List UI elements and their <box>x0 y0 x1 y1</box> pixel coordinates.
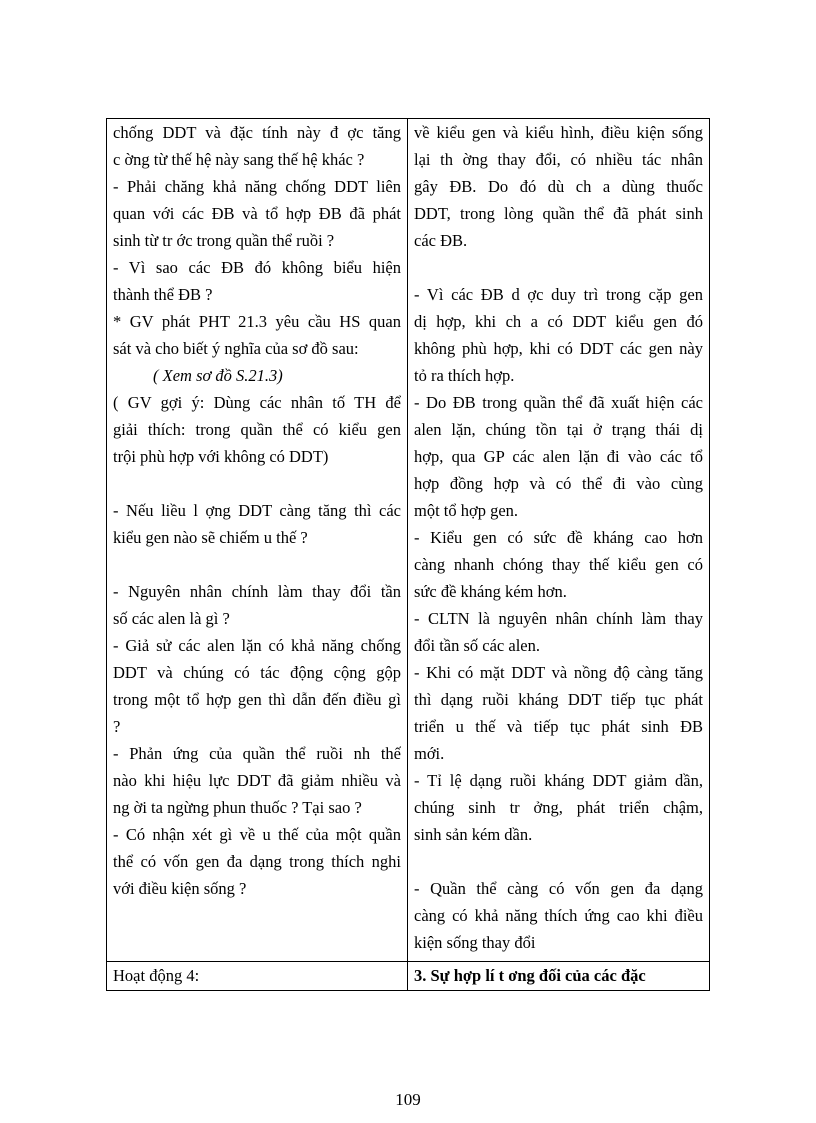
left-line: - Nguyên nhân chính làm thay đổi tần <box>113 582 401 601</box>
right-line: các ĐB. <box>414 231 468 250</box>
right-line: - Quần thể càng có vốn gen đa dạng <box>414 879 703 898</box>
right-line: alen lặn, chúng tồn tại ở trạng thái dị <box>414 420 703 439</box>
left-line: ( Xem sơ đồ S.21.3) <box>153 366 283 385</box>
right-line: hợp đồng hợp và có thể đi vào cùng <box>414 474 703 493</box>
right-line: sinh sản kém dần. <box>414 825 533 844</box>
left-line: giải thích: trong quần thể có kiểu gen <box>113 420 401 439</box>
left-line <box>113 551 401 578</box>
right-line: kiện sống thay đổi <box>414 933 536 952</box>
left-line: - Phải chăng khả năng chống DDT liên <box>113 177 401 196</box>
left-line: nào khi hiệu lực DDT đã giảm nhiều và <box>113 771 401 790</box>
right-line: - Do ĐB trong quần thể đã xuất hiện các <box>414 393 703 412</box>
right-line: DDT, trong lòng quần thể đã phát sinh <box>414 204 703 223</box>
section-heading-cell: 3. Sự hợp lí t ơng đối của các đặc <box>414 966 646 985</box>
right-line: một tổ hợp gen. <box>414 501 519 520</box>
left-line: trong một tổ hợp gen thì dẫn đến điều gì <box>113 690 401 709</box>
activity-heading-cell: Hoạt động 4: <box>107 962 408 990</box>
right-line: thì dạng ruồi kháng DDT tiếp tục phát <box>414 690 703 709</box>
right-line: mới. <box>414 744 445 763</box>
right-line: - Khi có mặt DDT và nồng độ càng tăng <box>414 663 703 682</box>
left-line: - Nếu liều l ợng DDT càng tăng thì các <box>113 501 401 520</box>
left-line: - Có nhận xét gì về u thế của một quần <box>113 825 401 844</box>
right-line: lại th ờng thay đổi, có nhiều tác nhân <box>414 150 703 169</box>
left-line: ? <box>113 717 121 736</box>
right-line <box>414 254 703 281</box>
right-line: về kiểu gen và kiểu hình, điều kiện sống <box>414 123 703 142</box>
right-line: tỏ ra thích hợp. <box>414 366 515 385</box>
left-line: thành thể ĐB ? <box>113 285 213 304</box>
table-row <box>107 119 709 962</box>
right-line: - Vì các ĐB d ợc duy trì trong cặp gen <box>414 285 703 304</box>
student-activity-column <box>408 119 709 961</box>
left-line: * GV phát PHT 21.3 yêu cầu HS quan <box>113 312 401 331</box>
right-line: sức đề kháng kém hơn. <box>414 582 567 601</box>
left-line: số các alen là gì ? <box>113 609 230 628</box>
right-line: không phù hợp, khi có DDT các gen này <box>414 339 703 358</box>
left-line: sinh từ tr ớc trong quần thể ruồi ? <box>113 231 335 250</box>
content-table <box>106 118 710 991</box>
left-line: với điều kiện sống ? <box>113 879 247 898</box>
right-line: gây ĐB. Do đó dù ch a dùng thuốc <box>414 177 703 196</box>
right-line: triển u thế và tiếp tục phát sinh ĐB <box>414 717 703 736</box>
left-line: chống DDT và đặc tính này đ ợc tăng <box>113 123 401 142</box>
left-line: quan với các ĐB và tổ hợp ĐB đã phát <box>113 204 401 223</box>
left-line: sát và cho biết ý nghĩa của sơ đồ sau: <box>113 339 359 358</box>
left-line: ng ời ta ngừng phun thuốc ? Tại sao ? <box>113 798 362 817</box>
table-row <box>107 962 709 990</box>
left-line: - Vì sao các ĐB đó không biểu hiện <box>113 258 401 277</box>
right-line: đổi tần số các alen. <box>414 636 540 655</box>
right-line: dị hợp, khi ch a có DDT kiểu gen đó <box>414 312 703 331</box>
left-line: - Giả sử các alen lặn có khả năng chống <box>113 636 401 655</box>
right-line: càng có khả năng thích ứng cao khi điều <box>414 906 703 925</box>
right-line: - Tỉ lệ dạng ruồi kháng DDT giảm dần, <box>414 771 703 790</box>
left-line: c ờng từ thế hệ này sang thế hệ khác ? <box>113 150 365 169</box>
right-line: chúng sinh tr ởng, phát triển chậm, <box>414 798 703 817</box>
teacher-activity-column <box>107 119 408 961</box>
left-line <box>113 470 401 497</box>
right-line: càng nhanh chóng thay thế kiểu gen có <box>414 555 703 574</box>
right-line: - Kiểu gen có sức đề kháng cao hơn <box>414 528 703 547</box>
left-line: DDT và chúng có tác động cộng gộp <box>113 663 401 682</box>
right-line <box>414 848 703 875</box>
left-line: kiểu gen nào sẽ chiếm u thế ? <box>113 528 308 547</box>
page-number: 109 <box>395 1090 421 1109</box>
right-line: hợp, qua GP các alen lặn đi vào các tổ <box>414 447 703 466</box>
left-line: - Phản ứng của quần thể ruồi nh thế <box>113 744 401 763</box>
left-line: trội phù hợp với không có DDT) <box>113 447 329 466</box>
right-line: - CLTN là nguyên nhân chính làm thay <box>414 609 703 628</box>
left-line: thể có vốn gen đa dạng trong thích nghi <box>113 852 401 871</box>
left-line: ( GV gợi ý: Dùng các nhân tố TH để <box>113 393 401 412</box>
